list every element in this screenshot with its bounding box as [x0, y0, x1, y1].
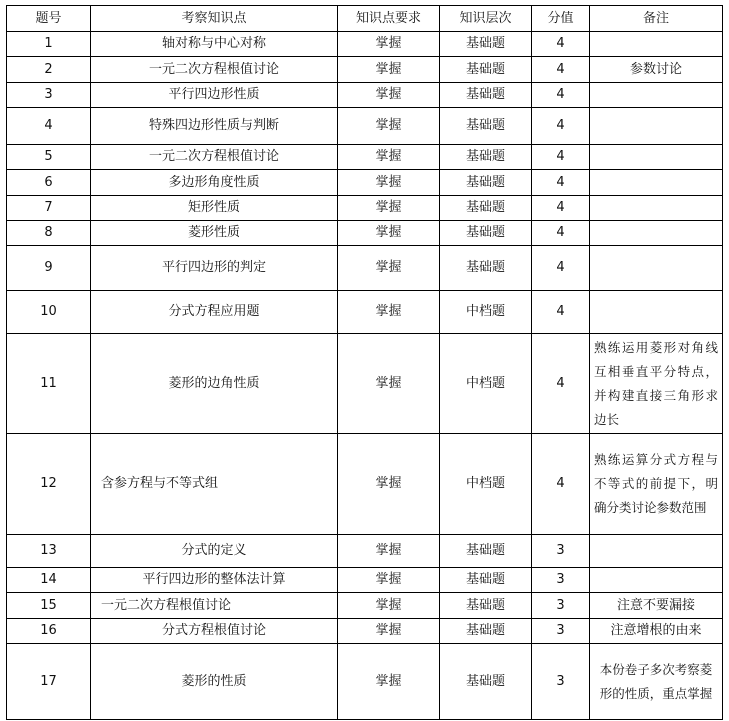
cell-score: 4 [532, 57, 590, 83]
cell-topic: 平行四边形的整体法计算 [91, 568, 338, 593]
table-row [7, 221, 723, 246]
cell-level: 基础题 [440, 57, 532, 83]
cell-score: 3 [532, 644, 590, 720]
cell-topic: 矩形性质 [91, 196, 338, 221]
cell-no: 16 [7, 619, 91, 644]
cell-topic: 菱形的性质 [91, 644, 338, 720]
cell-note: 本份卷子多次考察菱形的性质，重点掌握 [590, 644, 723, 720]
cell-score: 4 [532, 145, 590, 170]
cell-level: 基础题 [440, 170, 532, 196]
cell-no: 3 [7, 83, 91, 108]
cell-level: 基础题 [440, 246, 532, 291]
header-level: 知识层次 [440, 6, 532, 32]
cell-level: 中档题 [440, 334, 532, 434]
cell-note [590, 196, 723, 221]
table-row [7, 434, 723, 535]
cell-note [590, 535, 723, 568]
cell-level: 基础题 [440, 593, 532, 619]
cell-requirement: 掌握 [338, 593, 440, 619]
cell-note [590, 108, 723, 145]
exam-analysis-table [6, 5, 723, 720]
cell-note: 注意增根的由来 [590, 619, 723, 644]
cell-level: 基础题 [440, 619, 532, 644]
cell-note [590, 32, 723, 57]
table-row [7, 170, 723, 196]
cell-no: 10 [7, 291, 91, 334]
header-note: 备注 [590, 6, 723, 32]
cell-score: 4 [532, 291, 590, 334]
cell-note: 熟练运算分式方程与不等式的前提下，明确分类讨论参数范围 [590, 434, 723, 535]
header-requirement: 知识点要求 [338, 6, 440, 32]
cell-requirement: 掌握 [338, 170, 440, 196]
cell-score: 4 [532, 32, 590, 57]
cell-score: 3 [532, 619, 590, 644]
cell-requirement: 掌握 [338, 644, 440, 720]
cell-requirement: 掌握 [338, 83, 440, 108]
cell-requirement: 掌握 [338, 334, 440, 434]
cell-level: 基础题 [440, 145, 532, 170]
cell-level: 中档题 [440, 291, 532, 334]
cell-level: 基础题 [440, 535, 532, 568]
cell-requirement: 掌握 [338, 246, 440, 291]
cell-note: 参数讨论 [590, 57, 723, 83]
table-row [7, 83, 723, 108]
cell-level: 中档题 [440, 434, 532, 535]
table-row [7, 593, 723, 619]
cell-note [590, 246, 723, 291]
cell-topic: 一元二次方程根值讨论 [91, 593, 338, 619]
cell-no: 1 [7, 32, 91, 57]
cell-score: 4 [532, 221, 590, 246]
table-row [7, 535, 723, 568]
cell-score: 4 [532, 108, 590, 145]
cell-topic: 菱形性质 [91, 221, 338, 246]
cell-topic: 菱形的边角性质 [91, 334, 338, 434]
cell-no: 17 [7, 644, 91, 720]
cell-no: 2 [7, 57, 91, 83]
cell-note [590, 221, 723, 246]
cell-requirement: 掌握 [338, 291, 440, 334]
cell-topic: 含参方程与不等式组 [91, 434, 338, 535]
table-row [7, 568, 723, 593]
cell-score: 4 [532, 434, 590, 535]
cell-score: 4 [532, 83, 590, 108]
cell-topic: 多边形角度性质 [91, 170, 338, 196]
header-row [7, 6, 723, 32]
table-row [7, 57, 723, 83]
cell-level: 基础题 [440, 32, 532, 57]
cell-requirement: 掌握 [338, 619, 440, 644]
cell-note [590, 568, 723, 593]
cell-requirement: 掌握 [338, 108, 440, 145]
cell-level: 基础题 [440, 108, 532, 145]
cell-no: 14 [7, 568, 91, 593]
cell-score: 4 [532, 196, 590, 221]
cell-note [590, 145, 723, 170]
cell-topic: 特殊四边形性质与判断 [91, 108, 338, 145]
table-row [7, 246, 723, 291]
cell-level: 基础题 [440, 644, 532, 720]
header-topic: 考察知识点 [91, 6, 338, 32]
header-no: 题号 [7, 6, 91, 32]
cell-topic: 平行四边形的判定 [91, 246, 338, 291]
cell-score: 3 [532, 593, 590, 619]
cell-level: 基础题 [440, 568, 532, 593]
cell-topic: 分式的定义 [91, 535, 338, 568]
table-row [7, 32, 723, 57]
cell-no: 12 [7, 434, 91, 535]
cell-requirement: 掌握 [338, 57, 440, 83]
cell-level: 基础题 [440, 83, 532, 108]
cell-no: 7 [7, 196, 91, 221]
cell-note [590, 170, 723, 196]
cell-note: 注意不要漏接 [590, 593, 723, 619]
cell-level: 基础题 [440, 196, 532, 221]
cell-topic: 分式方程根值讨论 [91, 619, 338, 644]
cell-level: 基础题 [440, 221, 532, 246]
cell-requirement: 掌握 [338, 535, 440, 568]
table-row [7, 145, 723, 170]
cell-requirement: 掌握 [338, 568, 440, 593]
cell-score: 3 [532, 568, 590, 593]
cell-no: 13 [7, 535, 91, 568]
cell-topic: 平行四边形性质 [91, 83, 338, 108]
table-row [7, 196, 723, 221]
cell-no: 11 [7, 334, 91, 434]
cell-no: 8 [7, 221, 91, 246]
cell-no: 15 [7, 593, 91, 619]
table-row [7, 108, 723, 145]
table-row [7, 644, 723, 720]
table-row [7, 291, 723, 334]
cell-requirement: 掌握 [338, 434, 440, 535]
cell-requirement: 掌握 [338, 196, 440, 221]
cell-requirement: 掌握 [338, 145, 440, 170]
cell-no: 9 [7, 246, 91, 291]
cell-no: 4 [7, 108, 91, 145]
cell-topic: 分式方程应用题 [91, 291, 338, 334]
cell-note: 熟练运用菱形对角线互相垂直平分特点，并构建直接三角形求边长 [590, 334, 723, 434]
cell-score: 3 [532, 535, 590, 568]
cell-score: 4 [532, 334, 590, 434]
cell-score: 4 [532, 246, 590, 291]
table-row [7, 619, 723, 644]
cell-topic: 一元二次方程根值讨论 [91, 145, 338, 170]
cell-no: 5 [7, 145, 91, 170]
cell-score: 4 [532, 170, 590, 196]
cell-topic: 轴对称与中心对称 [91, 32, 338, 57]
cell-no: 6 [7, 170, 91, 196]
cell-note [590, 83, 723, 108]
cell-requirement: 掌握 [338, 32, 440, 57]
cell-note [590, 291, 723, 334]
cell-topic: 一元二次方程根值讨论 [91, 57, 338, 83]
table-row [7, 334, 723, 434]
cell-requirement: 掌握 [338, 221, 440, 246]
header-score: 分值 [532, 6, 590, 32]
